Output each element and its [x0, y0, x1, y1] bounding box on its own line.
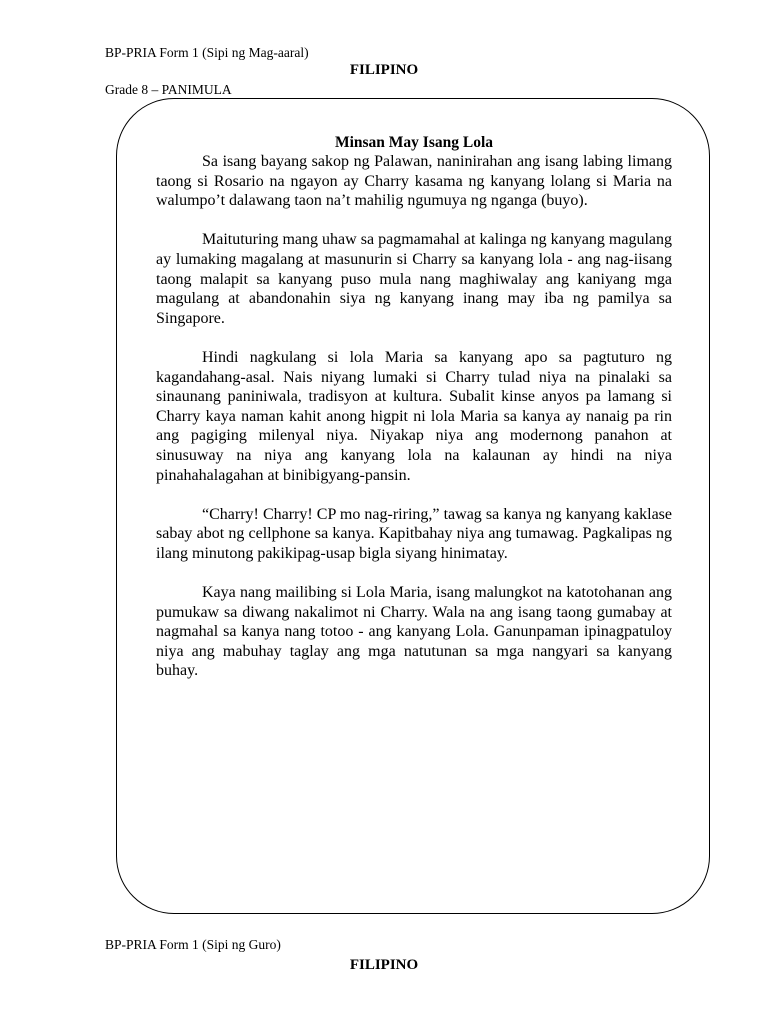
story-paragraph-3: Hindi nagkulang si lola Maria sa kanyang apo sa pagtuturo ng kagandahang-asal. Nais niyang lumaki si Charry tulad niya na pinalaki sa sinaunang paniniwala, tradisyon at kultura. Subalit kinse anyos pa lamang si Charry kaya naman kahit anong higpit ni lola Maria sa kanya ay nanaig pa rin ang pagiging milenyal niya. Niyakap niya ang modernong panahon at sinusuway na niya ang kanyang lola na kalaunan ay hindi na niya pinahahalagahan at binibigyang-pansin.: [156, 348, 672, 484]
story-paragraph-1: Sa isang bayang sakop ng Palawan, naninirahan ang isang labing limang taong si Rosario na ngayon ay Charry kasama ng kanyang lolang si Maria na walumpo’t dalawang taon na’t mahilig ngumuya ng nganga (buyo).: [156, 153, 672, 210]
story-paragraph-4: “Charry! Charry! CP mo nag-riring,” tawag sa kanya ng kanyang kaklase sabay abot ng cellphone sa kanya. Kapitbahay niya ang tumawag. Pagkalipas ng ilang minutong pakikipag-usap bigla siyang hinimatay.: [156, 505, 672, 562]
form-label-teacher-copy: BP-PRIA Form 1 (Sipi ng Guro): [105, 937, 281, 952]
story-body: [156, 133, 672, 701]
form-label-student-copy: BP-PRIA Form 1 (Sipi ng Mag-aaral): [105, 45, 309, 60]
grade-label: Grade 8 – PANIMULA: [105, 82, 232, 97]
story-title: Minsan May Isang Lola: [334, 134, 494, 151]
story-paragraph-2: Maituturing mang uhaw sa pagmamahal at kalinga ng kanyang magulang ay lumaking magalang at masunurin si Charry sa kanyang lola - ang nag-iisang taong malapit sa kanyang puso mula nang maghiwalay ang kaniyang mga magulang at abandonahin siya ng kanyang inang may iba ng pamilya sa Singapore.: [156, 231, 672, 327]
subject-heading: FILIPINO: [349, 62, 419, 78]
story-paragraph-5: Kaya nang mailibing si Lola Maria, isang malungkot na katotohanan ang pumukaw sa diwang nakalimot ni Charry. Wala na ang isang taong gumabay at nagmahal sa kanya nang totoo - ang kanyang Lola. Ganunpaman ipinagpatuloy niya ang mabuhay taglay ang mga natutunan sa mga nangyari sa kanyang buhay.: [156, 584, 672, 680]
footer-subject-heading: FILIPINO: [349, 957, 419, 973]
